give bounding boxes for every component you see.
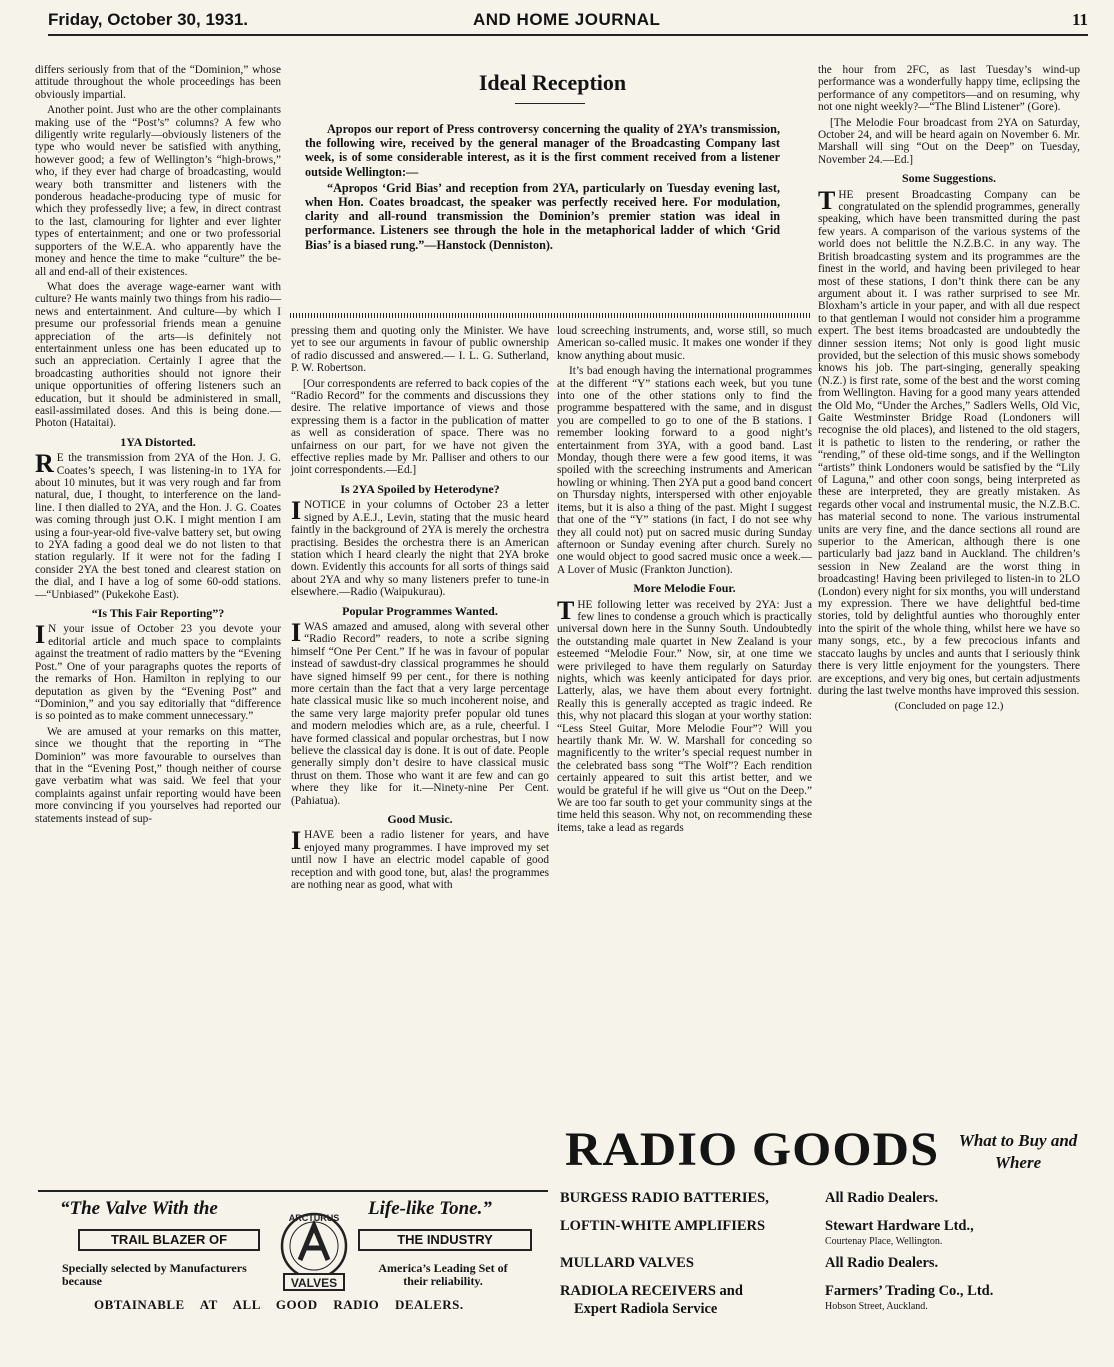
ad-item-burgess: BURGESS RADIO BATTERIES, [560, 1190, 769, 1206]
ad-item-radiola: RADIOLA RECEIVERS and [560, 1283, 743, 1299]
col4-paragraph: the hour from 2FC, as last Tuesday’s wind-up performance was a wonderfully happy time, eclipsing the performance of any competitors—and on resuming, why not one night weekly?—“The Blind Listener” (Gore). [818, 64, 1080, 114]
col1-paragraph: differs seriously from that of the “Dominion,” whose attitude throughout the whole proceedings has been obviously impartial. [35, 64, 281, 101]
ad-address-farmers: Hobson Street, Auckland. [825, 1301, 928, 1312]
col4-paragraph: [The Melodie Four broadcast from 2YA on Saturday, October 24, and will be heard again on November 6. Mr. Marshall will sing “Out on the Deep” on Tuesday, November 24.—Ed.] [818, 116, 1080, 166]
ad-bottom-line: OBTAINABLE AT ALL GOOD RADIO DEALERS. [94, 1297, 464, 1312]
column-2 [291, 325, 549, 894]
ideal-intro: Apropos our report of Press controversy concerning the quality of 2YA’s transmission, the following wire, received by the general manager of the Broadcasting Company last week, is of some considerable interest, as it is the first comment received from a listener outside Wellington:— [305, 122, 780, 179]
col2-paragraph: pressing them and quoting only the Minister. We have yet to see our arguments in favour of public ownership of radio discussed and answered.— I. L. G. Sutherland, P. W. Robertson. [291, 325, 549, 375]
concluded-note: (Concluded on page 12.) [894, 700, 1004, 713]
col3-paragraph: It’s bad enough having the international programmes at the different “Y” stations each week, but you tune into one of the other stations only to find the programme bespattered with the same, and in disgust you are compelled to go to one of the B stations. I remember looking forward to a good night’s entertainment from 3YA, with a good band. Last Monday, though there were a few good items, it was spoiled with the screeching instruments and American howling or whining. Then 2YA put a good band concert on Thursday nights, interspersed with other enjoyable items, but it is also a thing of the past. Might I suggest that one of the “Y” stations (in fact, I do not see why they all could not) put on sacred music during Sunday afternoon or Sunday evening after church. Surely no one would object to good sacred music once a week.—A Lover of Music (Frankton Junction). [557, 365, 812, 576]
ad-address-stewart: Courtenay Place, Wellington. [825, 1236, 943, 1247]
arcturus-logo-icon [270, 1210, 358, 1294]
ad-side-text-left: Specially selected by Manufacturers because [62, 1261, 247, 1288]
ad-dealer-all-1: All Radio Dealers. [825, 1190, 939, 1206]
col1-paragraph: What does the average wage-earner want with culture? He wants mainly two things from his radio—news and entertainment. And culture—by which I presume our professorial friends mean a genuine appreciation of the arts—is definitely not entertainment unless one has been educated up to such an appreciation. Certainly I agree that the broadcasting authorities should not ignore their unique opportunities of offering listeners such an education, but it should be administered in small, easil-assimilated doses. And this is being done.—Photon (Hataitai). [35, 280, 281, 430]
col1-paragraph: We are amused at your remarks on this matter, since we thought that the reporting in “The Dominion” was more favourable to ourselves than that in the “Evening Post,” though neither of course gave verbatim what was said. We feel that your complaints against unfair reporting would have been more convincing if you yourselves had reported our statements instead of sup- [35, 725, 281, 825]
ad-box-trail-blazer: TRAIL BLAZER OF [78, 1229, 260, 1251]
dashed-divider [290, 313, 812, 318]
column-3 [557, 325, 812, 837]
radio-goods-subtitle: What to Buy and Where [958, 1131, 1078, 1172]
ad-tagline-left: “The Valve With the [60, 1198, 218, 1219]
ad-dealer-all-2: All Radio Dealers. [825, 1255, 939, 1271]
title-rule [515, 103, 585, 104]
col1-paragraph: Another point. Just who are the other complainants making use of the “Post’s” columns? A few who diligently write regularly—obviously listeners of the type who would never be satisfied with anything, however good; a few of Wellington’s “high-brows,” who, if they ever had charge of broadcasting, would weary both transmitter and listeners with the ponderous headache-producing type of music for which they professedly live; a few, in direct contrast to the last, clamouring for lighter and ever lighter types of entertainment; and one or two professorial supporters of the W.E.A. who apparently have the money and hence the time to make “culture” the be-all and end-all of their existences. [35, 104, 281, 278]
col4-paragraph: THE present Broadcasting Company can be congratulated on the splendid programmes, generally speaking, which have been transmitted during the past few years. A comparison of the various systems of the world does not belittle the N.Z.B.C. in any way. The British broadcasting system and its programmes are the finest in the world, and having been privileged to hear most of these stations, I don’t think there can be any argument about it. I was rather surprised to see Mr. Bloxham’s article in your paper, and with all due respect to that gentleman I would not consider him a programme expert. The best items broadcasted are undoubtedly the dinner session items; Not only is good light music provided, but the selection of this music shows somebody knows his job. The part-singing, generally speaking (N.Z.) is first rate, some of the best and the worst coming from Wellington. Having for a good many years attended the Old Mo, “Under the Arches,” Sadlers Wells, Old Vic, Gaite Westminster Bridge Road (Londoners will recognise the old places), and listened to the old stagers, it is pathetic to listen to the rendering, or rather the “rending,” of these old-time songs, and if the Wellington “artists” think Londoners would be satisfied by the “Lily of Laguna,” and other coon songs, being interpreted as these are interpreted, they are greatly mistaken. As regards other vocal and instrumental music, the N.Z.B.C. has material second to none. The various instrumental units are very fine, and the dance sections all round are superior to the American, although there is one particularly bad jazz band in Auckland. The children’s session in New Zealand are the worst thing in broadcasting! Having been privileged to listen-in to 2LO (London) every night for six months, you will understand my expression. There we have delightful bed-time stories, told by delightful aunties who thoroughly enter into the spirit of the whole thing, whilst here we have so many songs, etc., by a few precocious infants and staccato laughs by uncles and aunts that I seriously think there is very little enjoyment for the youngsters. There are exceptions, and very big ones, but certain adjustments during the last twelve months have improved this session. [818, 185, 1080, 697]
col2-heading-heterodyne: Is 2YA Spoiled by Heterodyne? [340, 481, 500, 496]
ad-tagline-right: Life-like Tone.” [368, 1198, 492, 1219]
ideal-quote: “Apropos ‘Grid Bias’ and reception from 2YA, particularly on Tuesday evening last, when Hon. Coates broadcast, the speaker was perfectly received here. For modulation, clarity and all-round transmission the Dominion’s premier station was ideal in performance. Listeners see through the hole in the metaphorical ladder of which ‘Grid Bias’ is a biased rung.”—Hanstock (Denniston). [305, 180, 780, 252]
column-4 [818, 64, 1080, 716]
col2-heading-popular-programmes: Popular Programmes Wanted. [342, 603, 498, 618]
column-1 [35, 64, 281, 828]
header-paper-title: AND HOME JOURNAL [473, 10, 661, 29]
col1-heading-1ya-distorted: 1YA Distorted. [120, 434, 196, 449]
radio-goods-ad [560, 1120, 1080, 1335]
col4-heading-suggestions: Some Suggestions. [901, 171, 996, 186]
col2-paragraph: IWAS amazed and amused, along with several other “Radio Record” readers, to note a scribe signing himself “One Per Cent.” If he was in favour of popular instead of sawdust-dry classical programmes he should have signed himself 99 per cent., for there is nothing more certain than the fact that a very large percentage hate classical music like so much incoherent noise, and the same very large majority prefer popular old tunes and modern melodies which are, as a rule, cheerful. I have formed classical and popular orchestras, but I now believe the classical day is done. It is out of date. People generally simply don’t desire to have classical music thrust on them. Those who want it are few and can go where they like for it.—Ninety-nine Per Cent. (Pahiatua). [291, 617, 549, 807]
ad-item-radiola-service: Expert Radiola Service [574, 1301, 718, 1317]
col3-paragraph: THE following letter was received by 2YA: Just a few lines to condense a grouch which is practically universal down here in the Sunny South. Undoubtedly the outstanding male quartet in New Zealand is your esteemed “Melodie Four.” Now, sir, at one time we were privileged to have them regularly on Saturday nights, which was keenly anticipated for days prior. Latterly, alas, we have them about every fortnight. Really this is generally accepted as tragic indeed. Re this, why not placard this slogan at your worthy station: “Less Steel Guitar, More Melodie Four”? Will you heartily thank Mr. W. W. Marshall for conceding so magnificently to the writer’s special request number in the celebrated bass song “The Wolf”? Each rendition certainly appeared to suit this artist better, and we would be grateful if he will give us “Out on the Deep.” We are too far south to get your community sings at the time held this season. Why not, on recommending these items, take a lead as regards [557, 595, 812, 834]
col2-heading-good-music: Good Music. [387, 812, 453, 827]
col2-paragraph: [Our correspondents are referred to back copies of the “Radio Record” for the comments and discussions they desire. The relative importance of views and those expressing them is a factor in the publication of matter as well as consideration of space. There was no unfairness on our part, for we have not given the effective replies made by Mr. Palliser and others to our joint correspondents.—Ed.] [291, 377, 549, 477]
ad-dealer-stewart: Stewart Hardware Ltd., [825, 1218, 974, 1234]
logo-text-arcturus: ARCTURUS [288, 1213, 340, 1223]
ad-box-industry: THE INDUSTRY [358, 1229, 532, 1251]
ideal-reception-title: Ideal Reception [478, 70, 627, 95]
ad-item-mullard: MULLARD VALVES [560, 1255, 694, 1271]
col1-paragraph: IN your issue of October 23 you devote your editorial article and much space to complaints against the treatment of radio matters by the “Evening Post.” One of your paragraphs quotes the reports of the remarks of Hon. Hamilton in replying to our deputation as given by the “Evening Post” and “Dominion,” and you say editorially that “difference is so pointed as to make comment unnecessary.” [35, 620, 281, 723]
radio-goods-title: RADIO GOODS [565, 1123, 940, 1176]
header-page-number: 11 [1071, 10, 1088, 29]
col1-paragraph: RE the transmission from 2YA of the Hon. J. G. Coates’s speech, I was listening-in to 1YA for about 10 minutes, but it was very rough and far from natural, due, I thought, to interference on the land-line. I then dialled to 2YA, and the Hon. J. G. Coates was coming through just O.K. I might mention I am using a four-year-old five-valve battery set, but owing to 2YA fading a good deal we do not listen to that station regularly. If it were not for the fading I consider 2YA the best toned and clearest station on the dial, and I have a log of some 60-odd stations.—“Unbiased” (Pukekohe East). [35, 449, 281, 601]
ad-side-text-right: America’s Leading Set of their reliability. [378, 1261, 508, 1288]
ideal-reception-body [305, 122, 780, 254]
col1-heading-fair-reporting: “Is This Fair Reporting”? [91, 606, 225, 621]
col2-paragraph: IHAVE been a radio listener for years, and have enjoyed many programmes. I have improved my set until now I have an electric model capable of good reception and with good tone, but, alas! the programmes are nothing near as good, what with [291, 826, 549, 892]
header-date: Friday, October 30, 1931. [48, 10, 248, 29]
page-header [48, 8, 1088, 36]
arcturus-valve-ad [38, 1190, 548, 1327]
col3-heading-melodie-four: More Melodie Four. [633, 581, 736, 596]
ad-item-loftin-white: LOFTIN-WHITE AMPLIFIERS [560, 1218, 766, 1234]
col2-paragraph: INOTICE in your columns of October 23 a letter signed by A.E.J., Levin, stating that the music heard faintly in the background of 2YA is merely the orchestra practising. Besides the orchestra there is an American station which I heard clearly the night that 2YA broke down. Evidently this accounts for all sorts of things said about 2YA and why so many listeners prefer to tune-in elsewhere.—Radio (Waipukurau). [291, 496, 549, 599]
logo-text-valves: VALVES [290, 1276, 338, 1290]
col3-paragraph: loud screeching instruments, and, worse still, so much American so-called music. It makes one wonder if they know anything about music. [557, 325, 812, 362]
ad-dealer-farmers: Farmers’ Trading Co., Ltd. [825, 1283, 994, 1299]
